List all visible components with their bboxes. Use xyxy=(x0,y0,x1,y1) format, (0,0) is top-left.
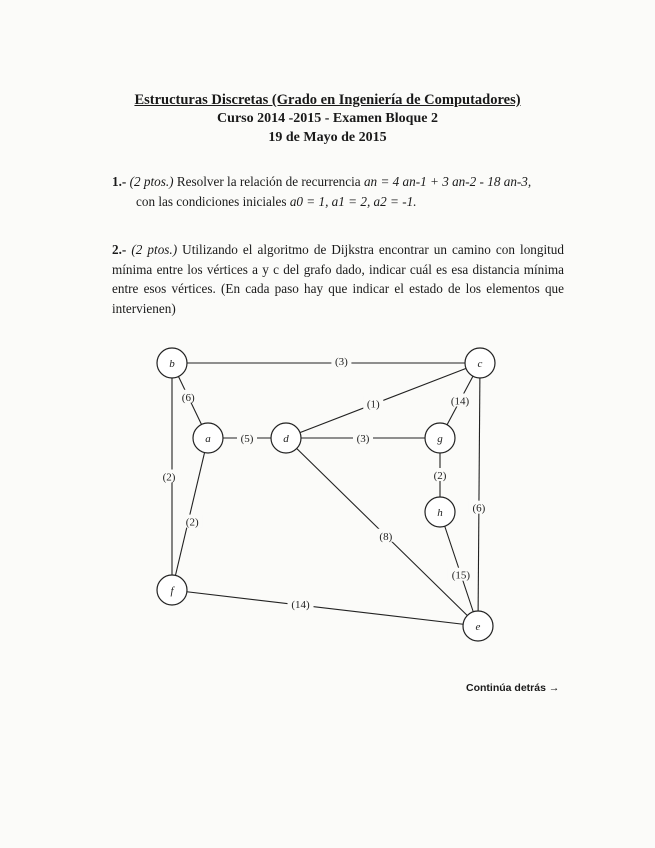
node-label-b: b xyxy=(169,358,175,370)
question-2-text: Utilizando el algoritmo de Dijkstra encontrar un camino con longitud mínima entre los vértices a y c del grafo dado, indicar cuál es esa distancia mínima entre esos vértices. (En cada paso hay que indicar el estado de los elementos que intervienen) xyxy=(112,242,564,316)
node-label-a: a xyxy=(205,433,211,445)
question-1-number: 1.- xyxy=(112,174,127,189)
edge-weight-b-c: (3) xyxy=(334,356,348,368)
edge-c-e xyxy=(478,363,480,626)
question-1-text-2: con las condiciones iniciales xyxy=(136,193,290,209)
question-1-text: Resolver la relación de recurrencia xyxy=(173,174,364,189)
edge-weight-a-f: (2) xyxy=(185,516,199,529)
edge-weight-b-f: (2) xyxy=(162,471,176,484)
edge-weight-d-c: (1) xyxy=(366,398,380,411)
edge-weight-c-e: (6) xyxy=(472,502,486,515)
question-2-number: 2.- xyxy=(112,242,127,257)
edge-weight-g-c: (14) xyxy=(450,395,470,408)
question-1-formula: an = 4 an-1 + 3 an-2 - 18 an-3, xyxy=(363,174,532,189)
node-label-f: f xyxy=(170,585,174,597)
exam-course: Curso 2014 -2015 - Examen Bloque 2 xyxy=(217,111,438,126)
edge-weight-d-e: (8) xyxy=(379,530,393,543)
edge-a-f xyxy=(172,438,208,590)
node-label-h: h xyxy=(437,507,443,519)
question-1-points: (2 ptos.) xyxy=(129,174,174,189)
continue-on-back-note: Continúa detrás → xyxy=(466,682,560,694)
question-2-points: (2 ptos.) xyxy=(131,242,178,257)
node-label-c: c xyxy=(477,358,483,370)
edge-weight-a-d: (5) xyxy=(240,433,254,445)
exam-title: Estructuras Discretas (Grado en Ingeniería de Computadores) xyxy=(134,92,521,108)
exam-date: 19 de Mayo de 2015 xyxy=(268,130,387,145)
edge-weight-d-g: (3) xyxy=(356,433,370,445)
edge-weight-f-e: (14) xyxy=(291,599,310,612)
edge-weight-b-a: (6) xyxy=(181,391,195,404)
edge-weight-g-h: (2) xyxy=(433,470,447,482)
edge-weight-h-e: (15) xyxy=(451,569,471,582)
edge-f-e xyxy=(172,590,478,626)
node-label-d: d xyxy=(283,433,289,445)
question-1-initial-conditions: a0 = 1, a1 = 2, a2 = -1. xyxy=(289,193,417,209)
node-label-e: e xyxy=(475,621,481,633)
node-label-g: g xyxy=(437,433,443,445)
